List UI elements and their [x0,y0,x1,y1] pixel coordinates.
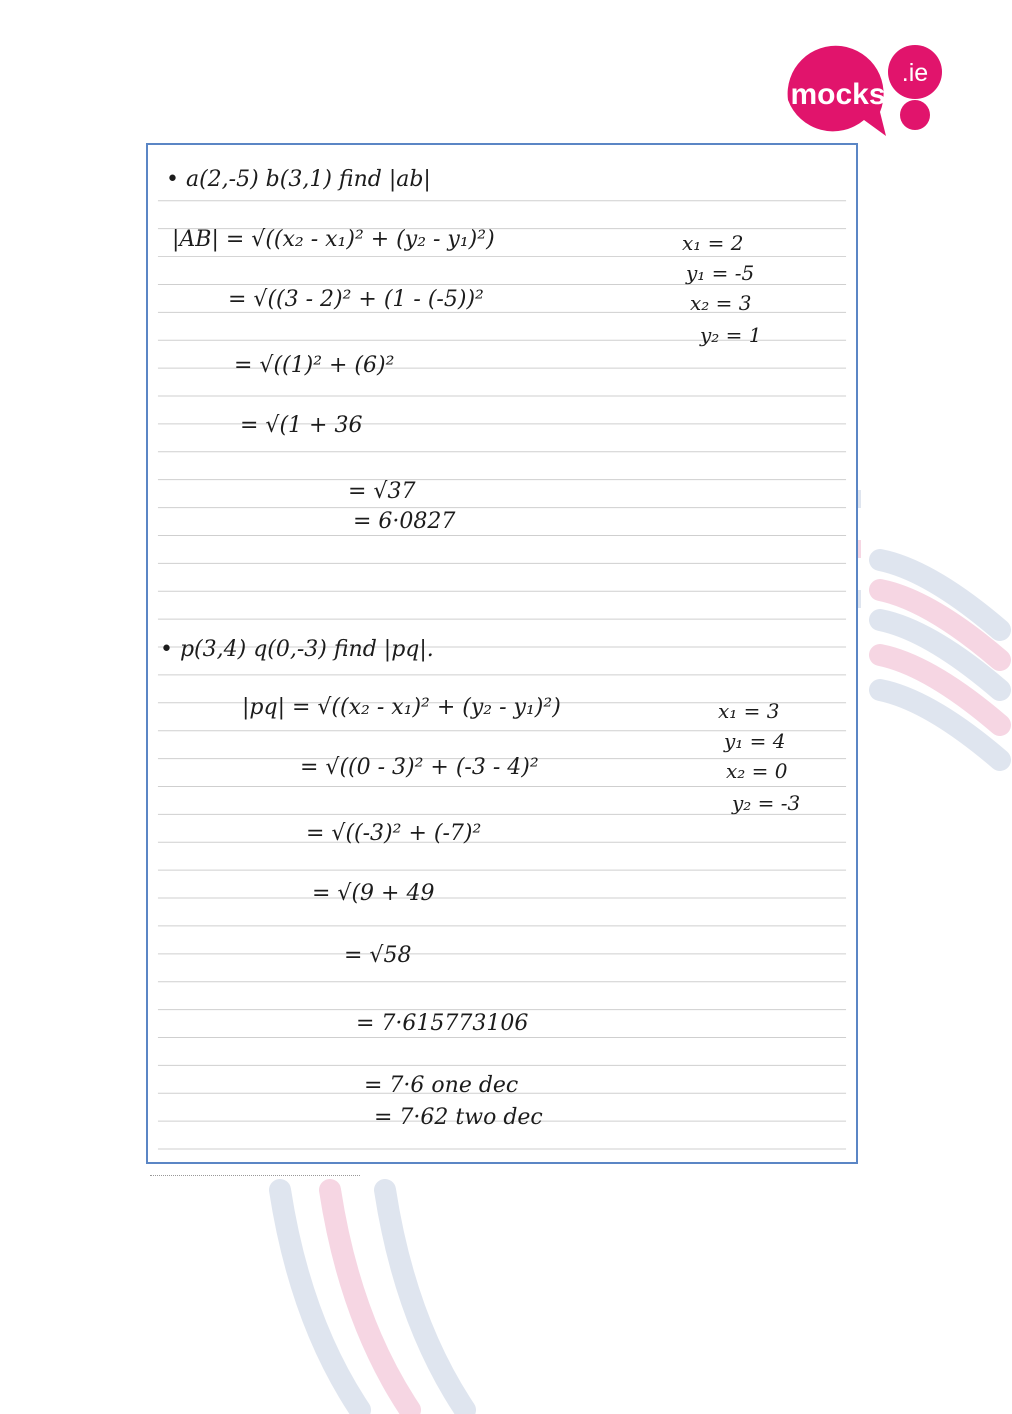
problem2-step-6: = 7·6 one dec [364,1073,519,1098]
problem1-header: • a(2,-5) b(3,1) find |ab| [166,167,431,192]
problem2-step-4: = √58 [344,943,412,968]
problem1-step-1: = √((3 - 2)² + (1 - (-5))² [228,287,484,312]
problem1-formula: |AB| = √((x₂ - x₁)² + (y₂ - y₁)²) [172,227,495,252]
problem1-step-5: = 6·0827 [353,509,456,534]
problem2-step-3: = √(9 + 49 [312,881,435,906]
problem2-var-y1: y₁ = 4 [724,729,786,753]
mocks-ie-logo [780,32,950,142]
problem2-var-y2: y₂ = -3 [732,791,801,815]
logo-word: mocks [790,78,886,111]
logo-suffix: .ie [901,59,929,87]
problem1-step-4: = √37 [348,479,416,504]
problem2-step-5: = 7·615773106 [356,1011,529,1036]
problem1-step-3: = √(1 + 36 [240,413,363,438]
problem1-var-x2: x₂ = 3 [690,291,752,315]
problem1-var-y2: y₂ = 1 [700,323,762,347]
problem2-step-2: = √((-3)² + (-7)² [306,821,482,846]
problem2-var-x2: x₂ = 0 [726,759,788,783]
handwritten-solution-sheet [146,143,858,1164]
problem1-step-2: = √((1)² + (6)² [234,353,395,378]
problem2-step-1: = √((0 - 3)² + (-3 - 4)² [300,755,539,780]
problem1-var-x1: x₁ = 2 [682,231,744,255]
problem1-var-y1: y₁ = -5 [686,261,755,285]
problem2-formula: |pq| = √((x₂ - x₁)² + (y₂ - y₁)²) [242,695,561,720]
problem2-header: • p(3,4) q(0,-3) find |pq|. [160,637,434,662]
problem2-step-7: = 7·62 two dec [374,1105,543,1130]
page-footer-mark [150,1175,360,1177]
problem2-var-x1: x₁ = 3 [718,699,780,723]
